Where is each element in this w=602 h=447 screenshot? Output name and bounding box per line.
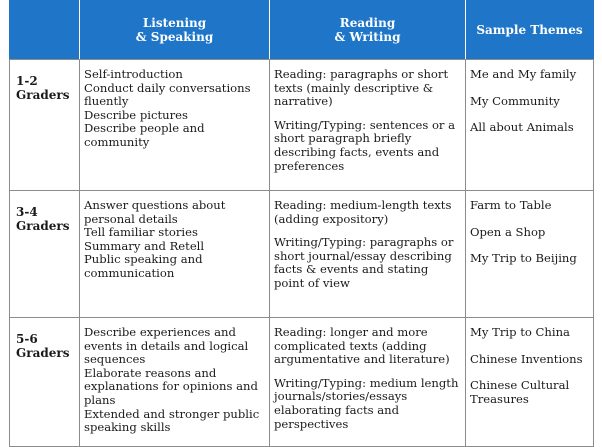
grade-label: 3-4 Graders (10, 191, 80, 318)
header-grade (10, 1, 80, 60)
themes-cell (466, 60, 594, 191)
list-item: Reading: longer and more complicated texts (adding argumentative and literature) (274, 325, 450, 367)
list-item: Writing/Typing: paragraphs or short journal/essay describing facts & events and stating point of view (274, 235, 454, 290)
header-sample-themes: Sample Themes (466, 1, 594, 60)
list-item: My Trip to China (470, 325, 570, 339)
list-item: Conduct daily conversations fluently (84, 80, 251, 109)
list-item: Chinese Inventions (470, 351, 583, 366)
grade-label: 1-2 Graders (10, 60, 80, 191)
list-item: My Trip to Beijing (470, 251, 577, 266)
list-item: Summary and Retell (84, 238, 205, 253)
themes-cell (466, 318, 594, 447)
themes-cell (466, 191, 594, 318)
table-row (10, 60, 594, 191)
reading-cell (270, 191, 466, 318)
list-item: Reading: medium-length texts (adding expository) (274, 198, 452, 226)
list-item: Public speaking and communication (84, 252, 203, 280)
listening-cell (80, 318, 270, 447)
list-item: Writing/Typing: medium length journals/stories/essays elaborating facts and perspectives (274, 375, 459, 431)
reading-cell (270, 318, 466, 447)
list-item: Chinese Cultural Treasures (470, 378, 570, 406)
list-item: Describe pictures (84, 107, 188, 122)
list-item: Writing/Typing: sentences or a short paragraph briefly describing facts, events and preferences (274, 117, 456, 173)
list-item: Tell familiar stories (84, 225, 198, 240)
table-row (10, 318, 594, 447)
list-item: Elaborate reasons and explanations for opinions and plans (84, 365, 258, 407)
listening-cell (80, 60, 270, 191)
list-item: Self-introduction (84, 67, 183, 81)
list-item: Describe people and community (84, 121, 205, 149)
list-item: Reading: paragraphs or short texts (mainly descriptive & narrative) (274, 67, 449, 109)
grade-label: 5-6 Graders (10, 318, 80, 447)
header-reading-writing: Reading & Writing (270, 1, 466, 60)
list-item: Open a Shop (470, 224, 546, 239)
header-row (10, 1, 594, 60)
list-item: Me and My family (470, 67, 577, 81)
curriculum-table (9, 0, 594, 447)
listening-cell (80, 191, 270, 318)
header-listening-speaking: Listening & Speaking (80, 1, 270, 60)
list-item: Describe experiences and events in details and logical sequences (84, 325, 249, 367)
list-item: Extended and stronger public speaking skills (84, 406, 260, 435)
table-row (10, 191, 594, 318)
list-item: Answer questions about personal details (84, 198, 226, 226)
list-item: All about Animals (470, 120, 574, 135)
reading-cell (270, 60, 466, 191)
list-item: Farm to Table (470, 198, 552, 212)
list-item: My Community (470, 93, 560, 108)
